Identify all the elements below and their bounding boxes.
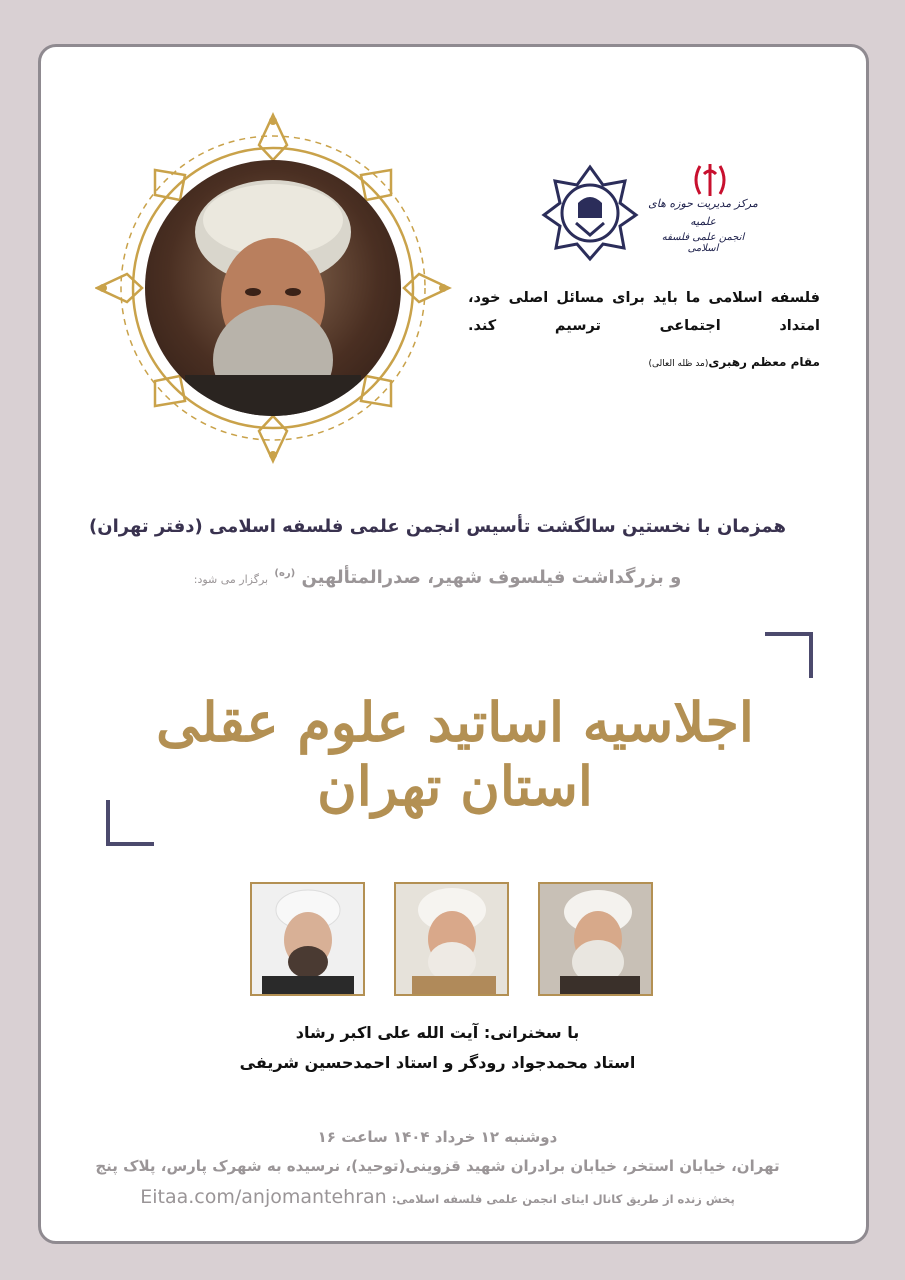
quote-source xyxy=(520,355,820,369)
intro-line-2-main: و بزرگداشت فیلسوف شهیر، صدرالمتألهین xyxy=(301,567,682,588)
quote-source-name: مقام معظم رهبری xyxy=(708,355,820,369)
leader-quote: فلسفه اسلامی ما باید برای مسائل اصلی خود، امتداد اجتماعی ترسیم کند. xyxy=(468,290,820,334)
speakers-line-1: با سخنرانی: آیت الله علی اکبر رشاد xyxy=(295,1023,580,1042)
live-stream-label: پخش زنده از طریق کانال ایتای انجمن علمی فلسفه اسلامی: xyxy=(391,1192,735,1206)
speaker-photo-1 xyxy=(538,882,653,996)
intro-line-2-honorific: (ره) xyxy=(274,568,296,579)
live-stream-info xyxy=(40,1186,835,1208)
event-address: تهران، خیابان استخر، خیابان برادران شهید قزوینی(توحید)، نرسیده به شهرک پارس، پلاک پنج xyxy=(95,1157,780,1175)
society-logo xyxy=(540,163,640,263)
live-stream-link[interactable]: Eitaa.com/anjomantehran xyxy=(140,1186,387,1208)
center-name: مرکز مدیریت حوزه های علمیه xyxy=(648,197,758,228)
speaker-photo-3 xyxy=(250,882,365,996)
quote-source-suffix: (مد ظله العالی) xyxy=(648,359,709,369)
event-date: دوشنبه ۱۲ خرداد ۱۴۰۴ ساعت ۱۶ xyxy=(317,1128,558,1146)
portrait-frame xyxy=(95,105,455,475)
title-frame-corner-top xyxy=(765,632,813,678)
intro-line-2-end: برگزار می شود: xyxy=(193,573,269,586)
portrait-image xyxy=(145,160,401,416)
society-name: انجمن علمی فلسفه اسلامی xyxy=(661,232,745,254)
speakers-line-2: استاد محمدجواد رودگر و استاد احمدحسین شریفی xyxy=(239,1053,636,1072)
intro-line-2 xyxy=(40,567,835,588)
event-title: اجلاسیه اساتید علوم عقلی استان تهران xyxy=(156,690,754,818)
intro-line-1: همزمان با نخستین سالگشت تأسیس انجمن علمی فلسفه اسلامی (دفتر تهران) xyxy=(89,516,786,537)
speaker-photo-2 xyxy=(394,882,509,996)
